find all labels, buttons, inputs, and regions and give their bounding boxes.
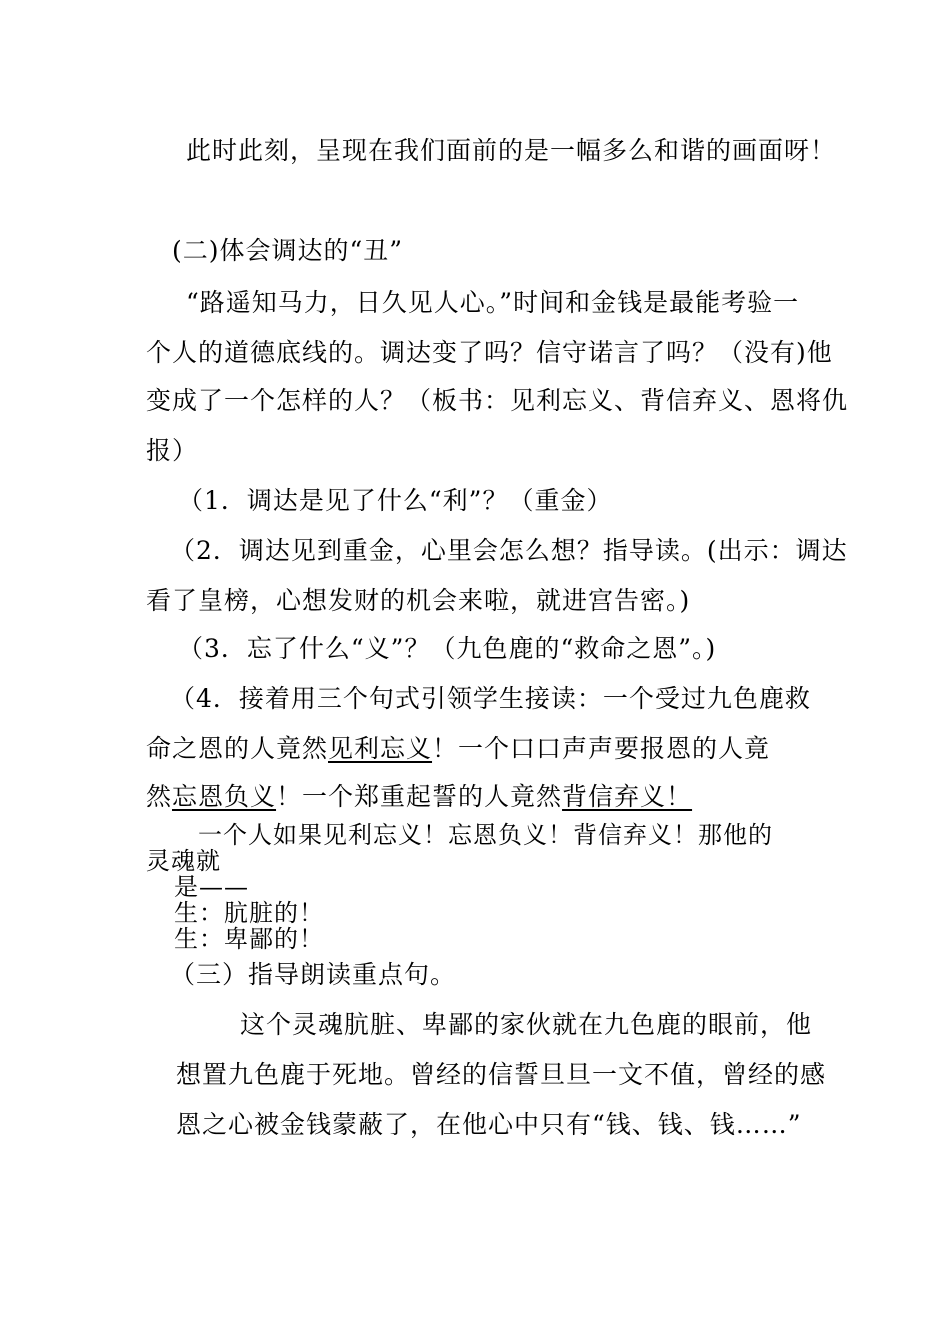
paragraph-line: 个人的道德底线的。调达变了吗？信守诺言了吗？（没有)他 [146, 338, 833, 367]
paragraph-line: 恩之心被金钱蒙蔽了，在他心中只有“钱、钱、钱……” [176, 1110, 802, 1139]
paragraph-line: （3．忘了什么“义”？（九色鹿的“救命之恩”。) [178, 634, 717, 663]
paragraph-line: 变成了一个怎样的人？（板书：见利忘义、背信弃义、恩将仇 [146, 386, 849, 415]
underlined-phrase: 背信弃义！ [562, 782, 693, 811]
underlined-phrase: 见利忘义 [328, 734, 433, 763]
text-run: ！一个口口声声要报恩的人竟 [432, 734, 771, 763]
paragraph-line: 灵魂就 [146, 847, 221, 875]
paragraph-line: 是—— [174, 873, 249, 901]
paragraph-line: 一个人如果见利忘义！忘恩负义！背信弃义！那他的 [198, 821, 773, 849]
paragraph-line: 此时此刻，呈现在我们面前的是一幅多么和谐的画面呀！ [186, 136, 837, 165]
paragraph-line: （4．接着用三个句式引领学生接读：一个受过九色鹿救 [170, 684, 811, 713]
paragraph-line: 看了皇榜，心想发财的机会来啦，就进宫告密。) [146, 586, 691, 615]
student-answer: 生：卑鄙的！ [174, 925, 324, 953]
section-heading: （三）指导朗读重点句。 [170, 960, 457, 989]
paragraph-line: “路遥知马力，日久见人心。”时间和金钱是最能考验一 [186, 288, 800, 317]
paragraph-line: （2．调达见到重金，心里会怎么想？指导读。(出示：调达 [170, 536, 848, 565]
text-run: 命之恩的人竟然 [146, 734, 329, 763]
underlined-phrase: 忘恩负义 [172, 782, 277, 811]
paragraph-line: 想置九色鹿于死地。曾经的信誓旦旦一文不值，曾经的感 [176, 1060, 827, 1089]
text-run: 然 [146, 782, 173, 811]
paragraph-line: 报） [146, 436, 199, 465]
section-heading: (二)体会调达的“丑” [172, 236, 404, 265]
text-run: ！一个郑重起誓的人竟然 [276, 782, 563, 811]
paragraph-line: （1．调达是见了什么“利”？（重金） [178, 486, 613, 515]
student-answer: 生：肮脏的！ [174, 899, 324, 927]
paragraph-line [146, 734, 770, 764]
paragraph-line [146, 782, 692, 812]
paragraph-line: 这个灵魂肮脏、卑鄙的家伙就在九色鹿的眼前，他 [240, 1010, 813, 1039]
